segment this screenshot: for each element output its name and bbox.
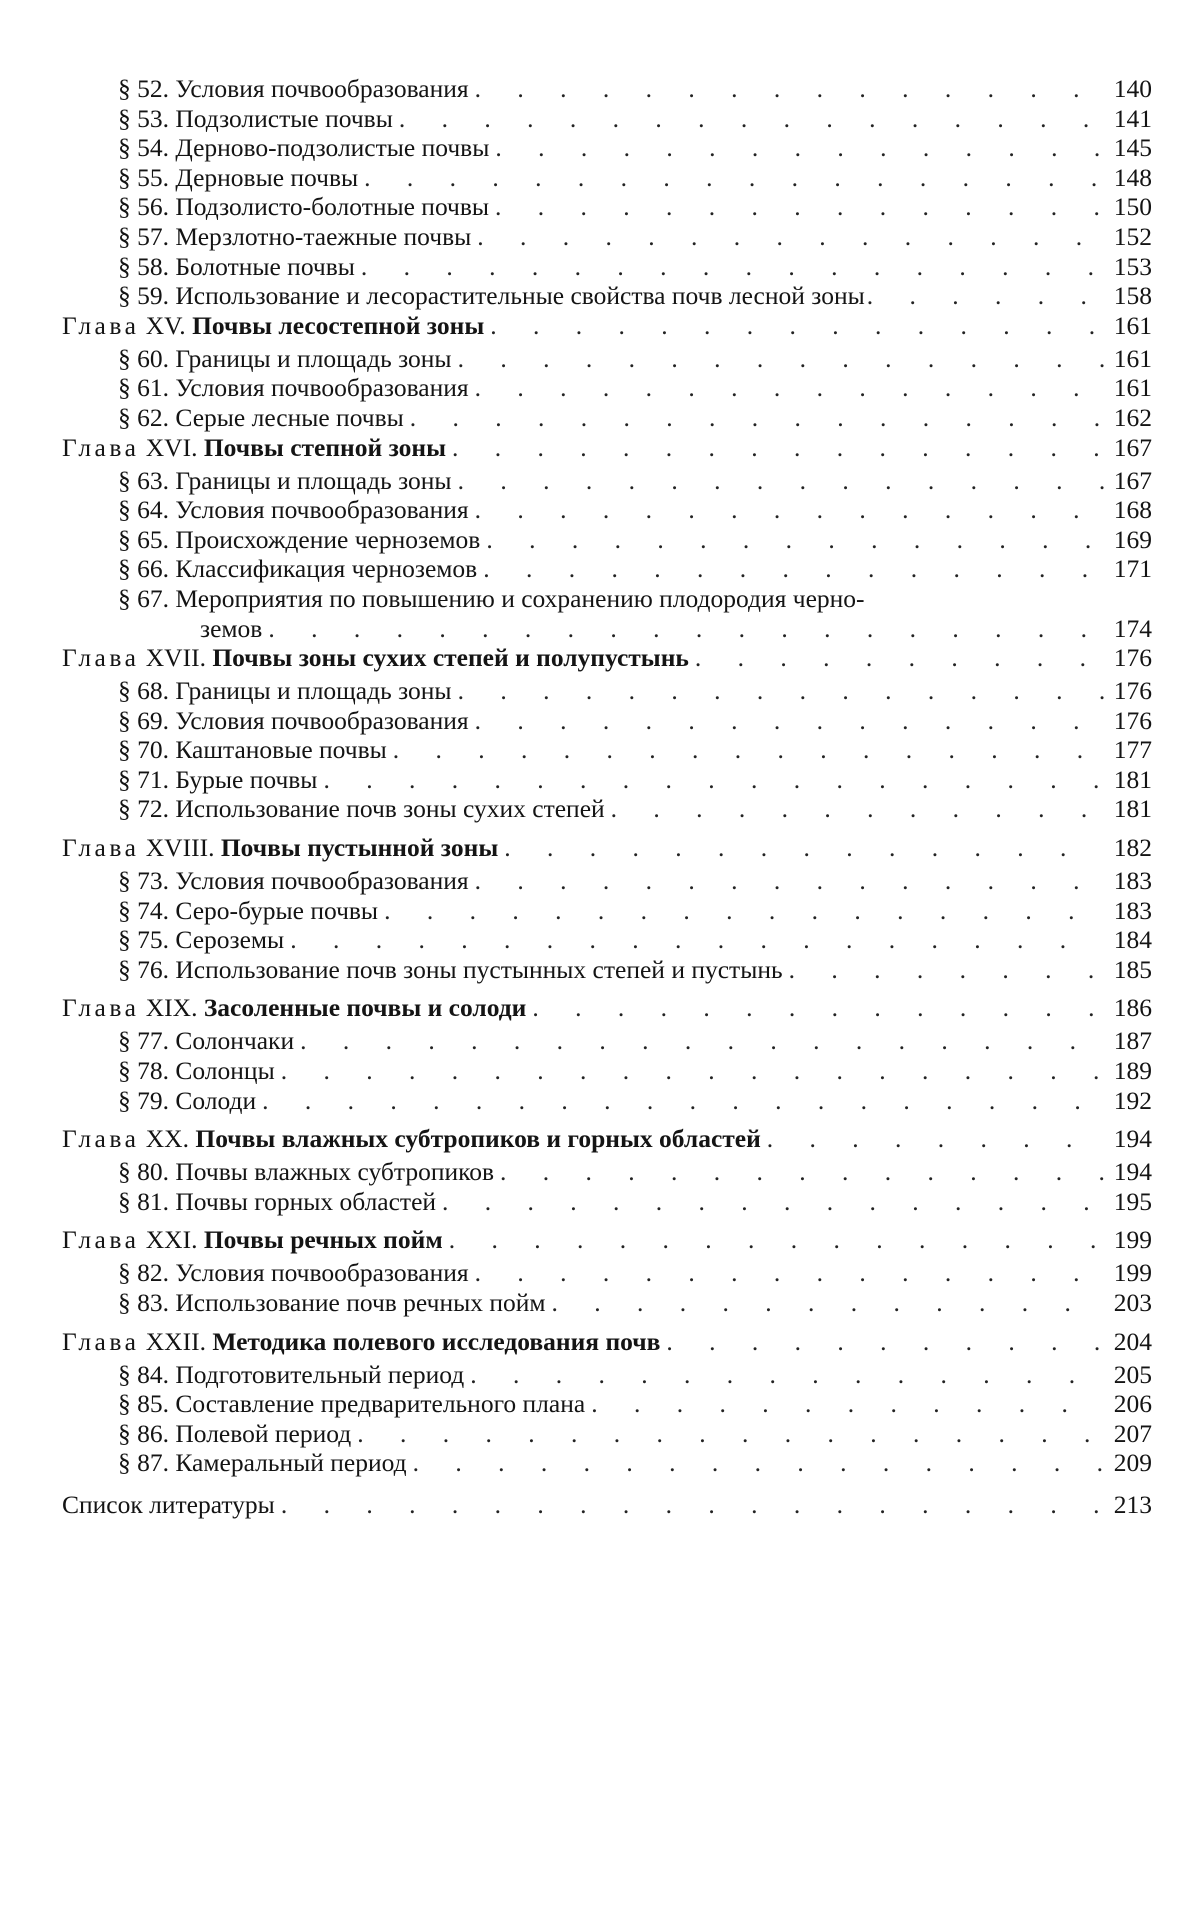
entry-label: § 77. Солончаки xyxy=(118,1026,295,1056)
dot-leader xyxy=(480,525,1104,555)
page-number: 161 xyxy=(1113,373,1152,403)
chapter-heading xyxy=(62,833,498,863)
page-number: 184 xyxy=(1113,925,1152,955)
dot-leader xyxy=(469,74,1104,104)
toc-entry-s61[interactable] xyxy=(62,373,1152,403)
entry-label: § 67. Мероприятия по повышению и сохранению плодородия черно- xyxy=(118,583,865,613)
page-number: 174 xyxy=(1113,613,1152,643)
entry-label: § 55. Дерновые почвы xyxy=(118,162,359,192)
page-number: 192 xyxy=(1113,1085,1152,1115)
dot-leader xyxy=(387,735,1104,765)
dot-leader xyxy=(275,1056,1104,1086)
entry-label: § 53. Подзолистые почвы xyxy=(118,103,393,133)
chapter-number: XXII. xyxy=(145,1326,206,1356)
chapter-title: Методика полевого исследования почв xyxy=(212,1326,661,1356)
dot-leader xyxy=(464,1360,1104,1390)
toc-entry-s63[interactable] xyxy=(62,466,1152,496)
page-number: 187 xyxy=(1113,1026,1152,1056)
toc-entry-s68[interactable] xyxy=(62,676,1152,706)
dot-leader xyxy=(469,1258,1104,1288)
toc-entry-s72[interactable] xyxy=(62,794,1152,824)
entry-label: § 81. Почвы горных областей xyxy=(118,1186,437,1216)
entry-label: Список литературы xyxy=(62,1489,275,1519)
entry-label: § 76. Использование почв зоны пустынных степей и пустынь xyxy=(118,954,783,984)
toc-entry-s60[interactable] xyxy=(62,344,1152,374)
chapter-title: Почвы пустынной зоны xyxy=(220,833,499,863)
page-number: 181 xyxy=(1113,764,1152,794)
page-number: 168 xyxy=(1113,495,1152,525)
dot-leader xyxy=(452,344,1104,374)
entry-label: § 69. Условия почвообразования xyxy=(118,705,469,735)
page-number: 176 xyxy=(1113,676,1152,706)
dot-leader xyxy=(407,1448,1104,1478)
toc-chapter-15[interactable] xyxy=(62,311,1152,344)
entry-label: § 73. Условия почвообразования xyxy=(118,866,469,896)
toc-entry-s58[interactable] xyxy=(62,252,1152,282)
dot-leader xyxy=(484,311,1104,341)
toc-entry-literature[interactable] xyxy=(62,1490,1152,1523)
entry-label: § 82. Условия почвообразования xyxy=(118,1258,469,1288)
chapter-prefix: Глава xyxy=(62,643,140,673)
dot-leader xyxy=(865,281,1104,311)
toc-entry-s71[interactable] xyxy=(62,765,1152,795)
toc-entry-s55[interactable] xyxy=(62,163,1152,193)
chapter-heading xyxy=(62,1124,761,1154)
entry-label: § 87. Камеральный период xyxy=(118,1448,407,1478)
entry-label: § 60. Границы и площадь зоны xyxy=(118,343,452,373)
chapter-prefix: Глава xyxy=(62,310,140,340)
toc-chapter-18[interactable] xyxy=(62,833,1152,866)
page-number: 194 xyxy=(1113,1124,1152,1154)
entry-label: § 71. Бурые почвы xyxy=(118,764,318,794)
toc-entry-s85[interactable] xyxy=(62,1389,1152,1419)
dot-leader xyxy=(546,1288,1104,1318)
toc-entry-s76[interactable] xyxy=(62,955,1152,985)
page-number: 194 xyxy=(1113,1157,1152,1187)
chapter-prefix: Глава xyxy=(62,993,140,1023)
dot-leader xyxy=(660,1327,1104,1357)
entry-label-continued: земов xyxy=(200,613,263,643)
chapter-title: Засоленные почвы и солоди xyxy=(203,993,527,1023)
dot-leader xyxy=(275,1490,1104,1520)
page-number: 205 xyxy=(1113,1359,1152,1389)
entry-label: § 59. Использование и лесорастительные свойства почв лесной зоны xyxy=(118,281,865,311)
chapter-number: XXI. xyxy=(145,1225,198,1255)
page-number: 176 xyxy=(1113,643,1152,673)
entry-label: § 74. Серо-бурые почвы xyxy=(118,895,379,925)
dot-leader xyxy=(351,1419,1104,1449)
toc-entry-s80[interactable] xyxy=(62,1157,1152,1187)
dot-leader xyxy=(436,1187,1104,1217)
page-number: 199 xyxy=(1113,1258,1152,1288)
chapter-heading xyxy=(62,311,484,341)
toc-chapter-16[interactable] xyxy=(62,433,1152,466)
toc-entry-s62[interactable] xyxy=(62,403,1152,433)
page-number: 158 xyxy=(1113,281,1152,311)
entry-label: § 65. Происхождение черноземов xyxy=(118,524,481,554)
chapter-prefix: Глава xyxy=(62,1124,140,1154)
dot-leader xyxy=(358,163,1104,193)
chapter-number: XVIII. xyxy=(145,833,215,863)
toc-chapter-19[interactable] xyxy=(62,993,1152,1026)
dot-leader xyxy=(585,1389,1104,1419)
toc-entry-s53[interactable] xyxy=(62,104,1152,134)
entry-label: § 85. Составление предварительного плана xyxy=(118,1389,586,1419)
page-number: 141 xyxy=(1113,103,1152,133)
dot-leader xyxy=(256,1086,1104,1116)
chapter-number: XVII. xyxy=(145,643,206,673)
toc-entry-s56[interactable] xyxy=(62,192,1152,222)
entry-label: § 61. Условия почвообразования xyxy=(118,373,469,403)
entry-label: § 86. Полевой период xyxy=(118,1418,352,1448)
dot-leader xyxy=(378,896,1104,926)
chapter-number: XV. xyxy=(145,310,186,340)
page-number: 161 xyxy=(1113,343,1152,373)
dot-leader xyxy=(783,955,1104,985)
toc-entry-s70[interactable] xyxy=(62,735,1152,765)
toc-entry-s78[interactable] xyxy=(62,1056,1152,1086)
dot-leader xyxy=(294,1026,1104,1056)
page-number: 181 xyxy=(1113,794,1152,824)
dot-leader xyxy=(489,133,1104,163)
dot-leader xyxy=(404,403,1104,433)
toc-entry-s86[interactable] xyxy=(62,1419,1152,1449)
page-number: 207 xyxy=(1113,1418,1152,1448)
dot-leader xyxy=(471,222,1104,252)
dot-leader xyxy=(443,1225,1104,1255)
toc-entry-s75[interactable] xyxy=(62,925,1152,955)
toc-entry-s79[interactable] xyxy=(62,1086,1152,1116)
toc-entry-s77[interactable] xyxy=(62,1026,1152,1056)
entry-label: § 57. Мерзлотно-таежные почвы xyxy=(118,221,472,251)
dot-leader xyxy=(355,252,1104,282)
chapter-number: XVI. xyxy=(145,432,198,462)
page-number: 203 xyxy=(1113,1288,1152,1317)
dot-leader xyxy=(262,614,1104,644)
entry-label: § 78. Солонцы xyxy=(118,1056,275,1086)
entry-label: § 80. Почвы влажных субтропиков xyxy=(118,1157,495,1187)
page-number: 185 xyxy=(1113,954,1152,984)
entry-label: § 56. Подзолисто-болотные почвы xyxy=(118,192,490,222)
entry-label: § 83. Использование почв речных пойм xyxy=(118,1288,546,1317)
page-number: 204 xyxy=(1113,1326,1152,1356)
toc-entry-s74[interactable] xyxy=(62,896,1152,926)
dot-leader xyxy=(494,1157,1104,1187)
toc-chapter-17[interactable] xyxy=(62,643,1152,676)
chapter-prefix: Глава xyxy=(62,1326,140,1356)
dot-leader xyxy=(477,554,1104,584)
chapter-heading xyxy=(62,1327,660,1357)
page-number: 167 xyxy=(1113,432,1152,462)
toc-entry-s87[interactable] xyxy=(62,1448,1152,1478)
dot-leader xyxy=(452,676,1104,706)
dot-leader xyxy=(761,1124,1104,1154)
chapter-heading xyxy=(62,433,446,463)
entry-label: § 70. Каштановые почвы xyxy=(118,735,387,765)
chapter-heading xyxy=(62,1225,443,1255)
entry-label: § 58. Болотные почвы xyxy=(118,251,355,281)
toc-entry-s54[interactable] xyxy=(62,133,1152,163)
page-number: 213 xyxy=(1113,1489,1152,1519)
toc-entry-s64[interactable] xyxy=(62,495,1152,525)
dot-leader xyxy=(284,925,1104,955)
toc-entry-s65[interactable] xyxy=(62,525,1152,555)
page-number: 189 xyxy=(1113,1056,1152,1086)
dot-leader xyxy=(526,993,1104,1023)
page-number: 183 xyxy=(1113,866,1152,896)
entry-label: § 54. Дерново-подзолистые почвы xyxy=(118,133,490,163)
page-number: 167 xyxy=(1113,465,1152,495)
toc-entry-s67[interactable] xyxy=(62,584,1152,643)
dot-leader xyxy=(689,643,1104,673)
chapter-title: Почвы лесостепной зоны xyxy=(192,310,485,340)
toc-entry-s52[interactable] xyxy=(62,74,1152,104)
toc-entry-s73[interactable] xyxy=(62,866,1152,896)
entry-label: § 79. Солоди xyxy=(118,1085,257,1115)
entry-label: § 66. Классификация черноземов xyxy=(118,554,478,584)
chapter-title: Почвы зоны сухих степей и полупустынь xyxy=(212,643,689,673)
toc-entry-s83[interactable] xyxy=(62,1288,1152,1318)
dot-leader xyxy=(605,794,1104,824)
chapter-title: Почвы речных пойм xyxy=(203,1225,443,1255)
chapter-prefix: Глава xyxy=(62,1225,140,1255)
toc-entry-s81[interactable] xyxy=(62,1187,1152,1217)
page-number: 183 xyxy=(1113,895,1152,925)
page-number: 176 xyxy=(1113,705,1152,735)
page-number: 209 xyxy=(1113,1448,1152,1478)
page-number: 140 xyxy=(1113,74,1152,103)
entry-label: § 75. Сероземы xyxy=(118,925,285,955)
page-number: 161 xyxy=(1113,310,1152,340)
toc-chapter-20[interactable] xyxy=(62,1124,1152,1157)
dot-leader xyxy=(317,765,1104,795)
entry-label: § 63. Границы и площадь зоны xyxy=(118,465,452,495)
page-number: 186 xyxy=(1113,993,1152,1023)
entry-label: § 62. Серые лесные почвы xyxy=(118,402,404,432)
toc-entry-s59[interactable] xyxy=(62,281,1152,311)
toc-entry-s84[interactable] xyxy=(62,1360,1152,1390)
dot-leader xyxy=(393,104,1104,134)
dot-leader xyxy=(469,495,1104,525)
dot-leader xyxy=(446,433,1104,463)
toc-chapter-21[interactable] xyxy=(62,1225,1152,1258)
chapter-heading xyxy=(62,643,689,673)
dot-leader xyxy=(452,466,1104,496)
toc-entry-s66[interactable] xyxy=(62,554,1152,584)
entry-label: § 72. Использование почв зоны сухих степей xyxy=(118,794,605,824)
page-number: 153 xyxy=(1113,251,1152,281)
entry-label: § 64. Условия почвообразования xyxy=(118,495,469,525)
page-number: 148 xyxy=(1113,162,1152,192)
chapter-prefix: Глава xyxy=(62,432,140,462)
page-number: 199 xyxy=(1113,1225,1152,1255)
toc-chapter-22[interactable] xyxy=(62,1327,1152,1360)
page-number: 162 xyxy=(1113,402,1152,432)
chapter-prefix: Глава xyxy=(62,833,140,863)
entry-label: § 84. Подготовительный период xyxy=(118,1359,465,1389)
entry-label: § 52. Условия почвообразования xyxy=(118,74,469,103)
toc-entry-s82[interactable] xyxy=(62,1258,1152,1288)
page-number: 152 xyxy=(1113,221,1152,251)
chapter-number: XX. xyxy=(145,1124,189,1154)
page-number: 182 xyxy=(1113,833,1152,863)
dot-leader xyxy=(469,373,1104,403)
chapter-heading xyxy=(62,993,526,1023)
dot-leader xyxy=(489,192,1104,222)
table-of-contents xyxy=(62,74,1152,1523)
page-number: 169 xyxy=(1113,524,1152,554)
page-number: 177 xyxy=(1113,735,1152,765)
page-number: 195 xyxy=(1113,1186,1152,1216)
page-number: 171 xyxy=(1113,554,1152,584)
dot-leader xyxy=(469,706,1104,736)
page-number: 150 xyxy=(1113,192,1152,222)
chapter-number: XIX. xyxy=(145,993,198,1023)
chapter-title: Почвы степной зоны xyxy=(203,432,447,462)
dot-leader xyxy=(469,866,1104,896)
entry-label: § 68. Границы и площадь зоны xyxy=(118,676,452,706)
page-number: 145 xyxy=(1113,133,1152,163)
toc-entry-s57[interactable] xyxy=(62,222,1152,252)
chapter-title: Почвы влажных субтропиков и горных областей xyxy=(195,1124,761,1154)
page-number: 206 xyxy=(1113,1389,1152,1419)
toc-entry-s69[interactable] xyxy=(62,706,1152,736)
dot-leader xyxy=(498,833,1104,863)
